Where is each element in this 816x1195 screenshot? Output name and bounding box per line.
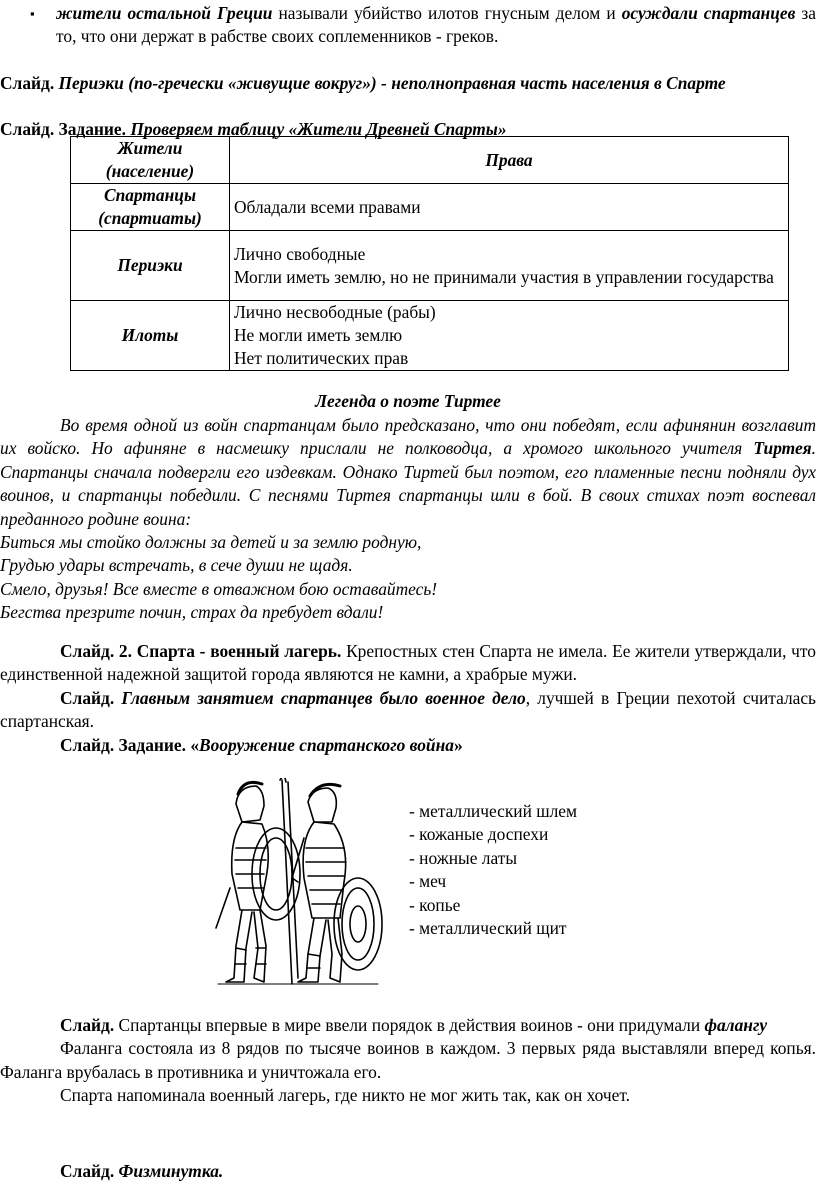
armor-item: - копье (409, 894, 461, 915)
legend-poet-name: Тиртея (753, 438, 812, 459)
armor-item: - металлический щит (409, 918, 567, 939)
quote-open: « (186, 734, 200, 755)
armor-list (409, 800, 577, 940)
square-bullet-icon: ▪ (30, 6, 35, 21)
slide-label: Слайд. (60, 687, 115, 708)
slide-military-emph: Главным занятием спартанцев было военное дело (114, 687, 526, 708)
sparta-camp-sentence: Спарта напоминала военный лагерь, где никто не мог жить так, как он хочет. (60, 1085, 630, 1106)
table-header-row (71, 137, 789, 184)
poem-line: Бегства презрите почин, страх да пребудет вдали! (0, 602, 384, 623)
table-row (71, 301, 789, 371)
slide-perieki-text: Периэки (по-гречески «живущие вокруг») - неполноправная часть населения в Спарте (54, 73, 726, 93)
rights-line: Могли иметь землю, но не принимали участия в управлении государства (234, 266, 774, 287)
section-phalanx (0, 1014, 816, 1108)
slide-phalanx (0, 1014, 816, 1037)
rights-line: Не могли иметь землю (234, 325, 403, 345)
table-header-col1: Жители (население) (71, 137, 230, 184)
legend-paragraph (0, 414, 816, 531)
table-row (71, 231, 789, 301)
rights-line: Лично несвободные (рабы) (234, 302, 436, 322)
slide-perieki (0, 72, 816, 95)
armor-item: - кожаные доспехи (409, 824, 549, 845)
armor-item: - меч (409, 871, 447, 892)
table-row (71, 184, 789, 231)
armor-item: - ножные латы (409, 847, 518, 868)
slide-task-armor (0, 734, 816, 757)
table-rights-cell (230, 231, 789, 301)
bullet-emph-1: жители остальной Греции (56, 3, 273, 23)
table-group-cell: Спартанцы (спартиаты) (71, 184, 230, 231)
slide-camp-text: Крепостных стен Спарта не имела. Ее жители утверждали, что единственной надежной защитой города являются не камни, а храбрые мужи. (0, 641, 816, 685)
table-header-col2: Права (230, 137, 789, 184)
slide-military-text: , лучшей в Греции пехотой считалась спартанская. (0, 687, 816, 732)
slide-label: Слайд. (60, 1161, 115, 1181)
bullet-plain-2: за то, что они держат в рабстве своих соплеменников - греков. (56, 3, 816, 47)
bullet-paragraph (0, 2, 816, 49)
task-label: Слайд. Задание. (60, 734, 186, 755)
rights-line: Нет политических прав (234, 348, 409, 368)
slide-phalanx-text: Спартанцы впервые в мире ввели порядок в действия воинов - они придумали (114, 1015, 705, 1035)
slide-camp-label: Слайд. 2. Спарта - военный лагерь. (60, 641, 342, 661)
task-armor-emph: Вооружение спартанского война (199, 734, 454, 755)
legend-body (0, 414, 816, 625)
task-label: Слайд. Задание. (0, 119, 126, 139)
rights-line: Обладали всеми правами (234, 196, 421, 217)
slide-label: Слайд. (60, 1015, 115, 1035)
poem-line: Смело, друзья! Все вместе в отважном бою оставайтесь! (0, 578, 438, 599)
slide-pause-emph: Физминутка. (114, 1161, 224, 1181)
legend-text-a: Во время одной из войн спартанцам было предсказано, что они победят, если афинянин возглавит их войско. Но афиняне в насмешку прислали не полководца, а хромого школьного учителя (0, 415, 816, 459)
spartan-warriors-illustration (208, 778, 386, 988)
armor-item: - металлический шлем (409, 801, 578, 821)
slide-camp (0, 640, 816, 687)
slide-label: Слайд. (0, 73, 55, 93)
slide-pause (0, 1160, 816, 1183)
legend-title: Легенда о поэте Тиртее (315, 391, 501, 411)
table-rights-cell (230, 184, 789, 231)
phalanx-term: фалангу (704, 1015, 768, 1035)
poem-line: Биться мы стойко должны за детей и за землю родную, (0, 532, 422, 553)
bullet-text (56, 2, 816, 49)
poem-line: Грудью удары встречать, в сече души не щадя. (0, 555, 353, 576)
table-group-cell: Илоты (71, 301, 230, 371)
rights-line: Лично свободные (234, 243, 366, 264)
bullet-emph-2: осуждали спартанцев (621, 3, 796, 23)
table-rights-cell (230, 301, 789, 371)
legend-text-b: . Спартанцы сначала подвергли его издевкам. Однако Тиртей был поэтом, его пламенные песни подняли дух воинов, и спартанцы победили. С песнями Тиртея спартанцы шли в бой. В своих стихах поэт воспевал преданного родине воина: (0, 438, 816, 529)
spartan-population-table (70, 136, 789, 371)
task-table-text: Проверяем таблицу «Жители Древней Спарты» (126, 119, 507, 139)
bullet-plain-1: называли убийство илотов гнусным делом и (272, 3, 622, 23)
section-military-camp (0, 640, 816, 757)
table-group-cell: Периэки (71, 231, 230, 301)
quote-close: » (453, 734, 463, 755)
phalanx-description: Фаланга состояла из 8 рядов по тысяче воинов в каждом. 3 первых ряда выставляли вперед копья. Фаланга врубалась в противника и уничтожала его. (0, 1038, 816, 1082)
slide-military (0, 687, 816, 734)
